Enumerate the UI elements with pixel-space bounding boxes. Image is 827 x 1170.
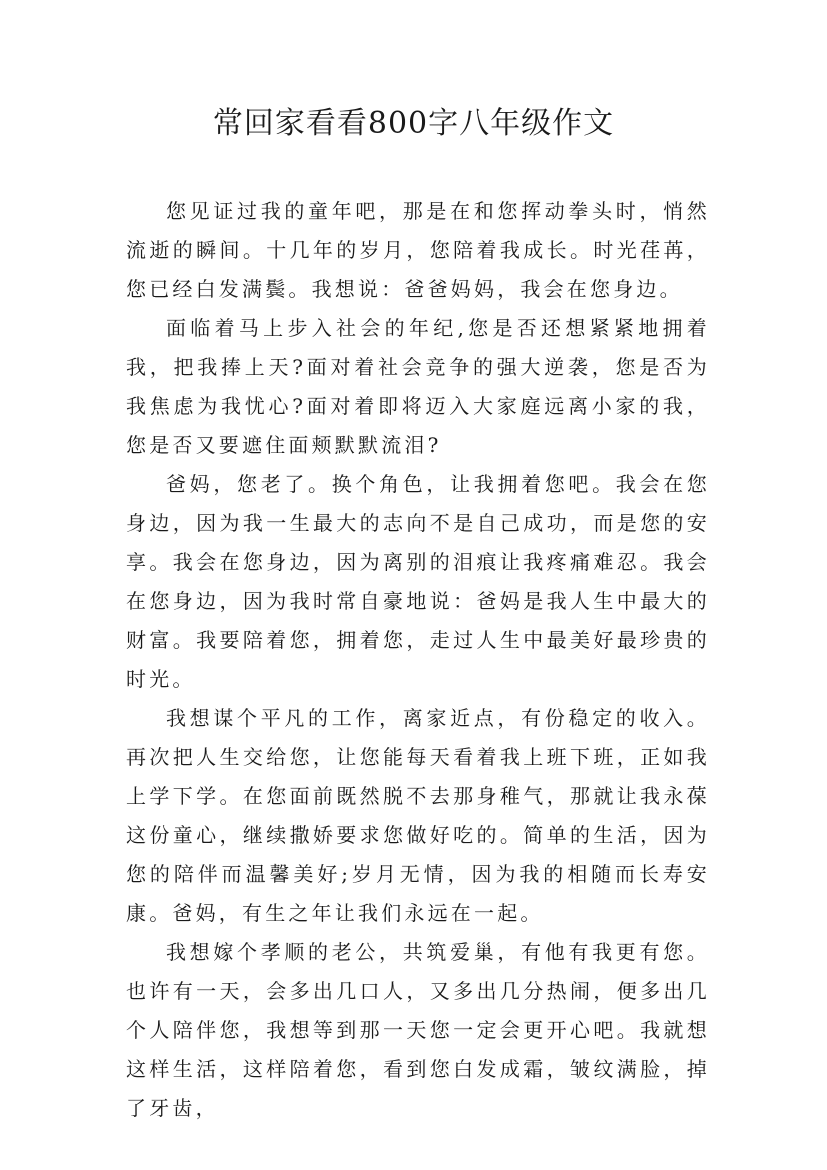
paragraph: 爸妈，您老了。换个角色，让我拥着您吧。我会在您身边，因为我一生最大的志向不是自己成功，而是您的安享。我会在您身边，因为离别的泪痕让我疼痛难忍。我会在您身边，因为我时常自豪地说：爸妈是我人生中最大的财富。我要陪着您，拥着您，走过人生中最美好最珍贵的时光。 <box>126 472 710 691</box>
paragraph: 您见证过我的童年吧，那是在和您挥动拳头时，悄然流逝的瞬间。十几年的岁月，您陪着我成长。时光荏苒，您已经白发满鬓。我想说：爸爸妈妈，我会在您身边。 <box>126 199 710 301</box>
document-body <box>126 192 710 1128</box>
paragraph: 我想谋个平凡的工作，离家近点，有份稳定的收入。再次把人生交给您，让您能每天看着我上班下班，正如我上学下学。在您面前既然脱不去那身稚气，那就让我永葆这份童心，继续撒娇要求您做好吃的。简单的生活，因为您的陪伴而温馨美好;岁月无情，因为我的相随而长寿安康。爸妈，有生之年让我们永远在一起。 <box>126 706 710 925</box>
document-title: 常回家看看800字八年级作文 <box>212 106 615 141</box>
paragraph: 面临着马上步入社会的年纪,您是否还想紧紧地拥着我，把我捧上天?面对着社会竞争的强大逆袭，您是否为我焦虑为我忧心?面对着即将迈入大家庭远离小家的我，您是否又要遮住面颊默默流泪? <box>126 316 710 457</box>
paragraph: 我想嫁个孝顺的老公，共筑爱巢，有他有我更有您。也许有一天，会多出几口人，又多出几分热闹，便多出几个人陪伴您，我想等到那一天您一定会更开心吧。我就想这样生活，这样陪着您，看到您白发成霜，皱纹满脸，掉了牙齿， <box>126 940 710 1120</box>
